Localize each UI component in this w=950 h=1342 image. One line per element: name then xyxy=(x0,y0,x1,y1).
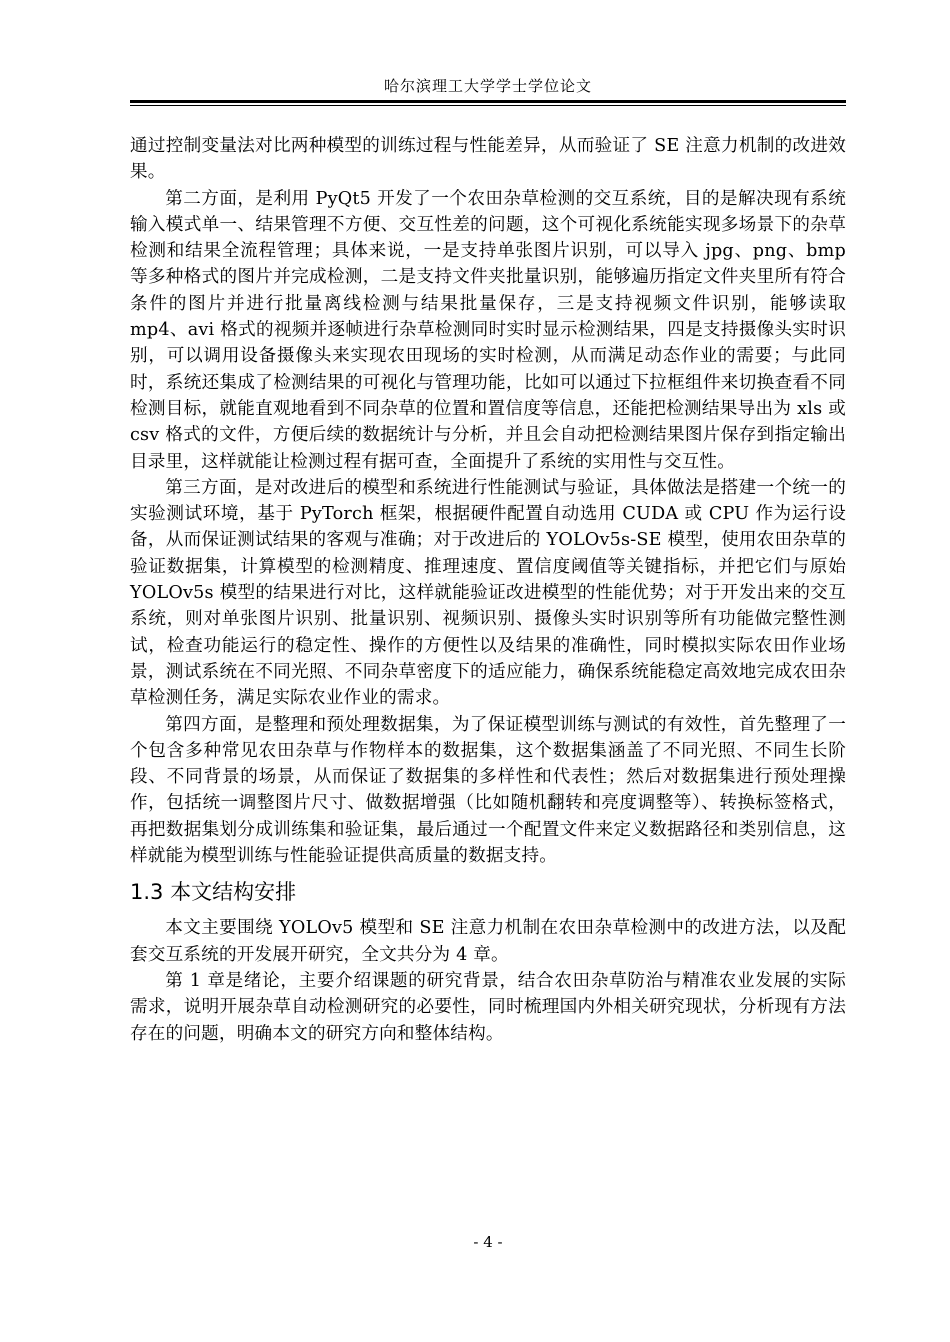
header-rule-thick xyxy=(130,100,846,103)
paragraph-chapter-one: 第 1 章是绪论，主要介绍课题的研究背景，结合农田杂草防治与精准农业发展的实际需求，说明开展杂草自动检测研究的必要性，同时梳理国内外相关研究现状，分析现有方法存在的问题，明确本文的研究方向和整体结构。 xyxy=(130,970,846,1044)
page-number: - 4 - xyxy=(473,1233,503,1251)
section-heading: 1.3 本文结构安排 xyxy=(130,880,297,905)
page-header: 哈尔滨理工大学学士学位论文 xyxy=(383,77,592,95)
paragraph-second-aspect: 第二方面，是利用 PyQt5 开发了一个农田杂草检测的交互系统，目的是解决现有系统输入模式单一、结果管理不方便、交互性差的问题，这个可视化系统能实现多场景下的杂草检测和结果全流程管理；具体来说，一是支持单张图片识别，可以导入 jpg、png、bmp 等多种格式的图片并完成检测，二是支持文件夹批量识别，能够遍历指定文件夹里所有符合条件的图片并进行批量离线检测与结果批量保存，三是支持视频文件识别，能够读取 mp4、avi 格式的视频并逐帧进行杂草检测同时实时显示检测结果，四是支持摄像头实时识别，可以调用设备摄像头来实现农田现场的实时检测，从而满足动态作业的需要；与此同时，系统还集成了检测结果的可视化与管理功能，比如可以通过下拉框组件来切换查看不同检测目标，就能直观地看到不同杂草的位置和置信度等信息，还能把检测结果导出为 xls 或 csv 格式的文件，方便后续的数据统计与分析，并且会自动把检测结果图片保存到指定输出目录里，这样就能让检测过程有据可查，全面提升了系统的实用性与交互性。 xyxy=(130,188,846,472)
page-body xyxy=(130,133,846,1047)
paragraph-fourth-aspect: 第四方面，是整理和预处理数据集，为了保证模型训练与测试的有效性，首先整理了一个包含多种常见农田杂草与作物样本的数据集，这个数据集涵盖了不同光照、不同生长阶段、不同背景的场景，从而保证了数据集的多样性和代表性；然后对数据集进行预处理操作，包括统一调整图片尺寸、做数据增强（比如随机翻转和亮度调整等）、转换标签格式，再把数据集划分成训练集和验证集，最后通过一个配置文件来定义数据路径和类别信息，这样就能为模型训练与性能验证提供高质量的数据支持。 xyxy=(130,714,846,867)
paragraph-structure-overview: 本文主要围绕 YOLOv5 模型和 SE 注意力机制在农田杂草检测中的改进方法，以及配套交互系统的开发展开研究，全文共分为 4 章。 xyxy=(130,918,846,965)
paragraph-third-aspect: 第三方面，是对改进后的模型和系统进行性能测试与验证，具体做法是搭建一个统一的实验测试环境，基于 PyTorch 框架，根据硬件配置自动选用 CUDA 或 CPU 作为运行设备，从而保证测试结果的客观与准确；对于改进后的 YOLOv5s-SE 模型，使用农田杂草的验证数据集，计算模型的检测精度、推理速度、置信度阈值等关键指标，并把它们与原始 YOLOv5s 模型的结果进行对比，这样就能验证改进模型的性能优势；对于开发出来的交互系统，则对单张图片识别、批量识别、视频识别、摄像头实时识别等所有功能做完整性测试，检查功能运行的稳定性、操作的方便性以及结果的准确性，同时模拟实际农田作业场景，测试系统在不同光照、不同杂草密度下的适应能力，确保系统能稳定高效地完成农田杂草检测任务，满足实际农业作业的需求。 xyxy=(130,477,846,709)
header-rule-thin xyxy=(130,105,846,106)
paragraph-continuation: 通过控制变量法对比两种模型的训练过程与性能差异，从而验证了 SE 注意力机制的改进效果。 xyxy=(130,136,846,183)
